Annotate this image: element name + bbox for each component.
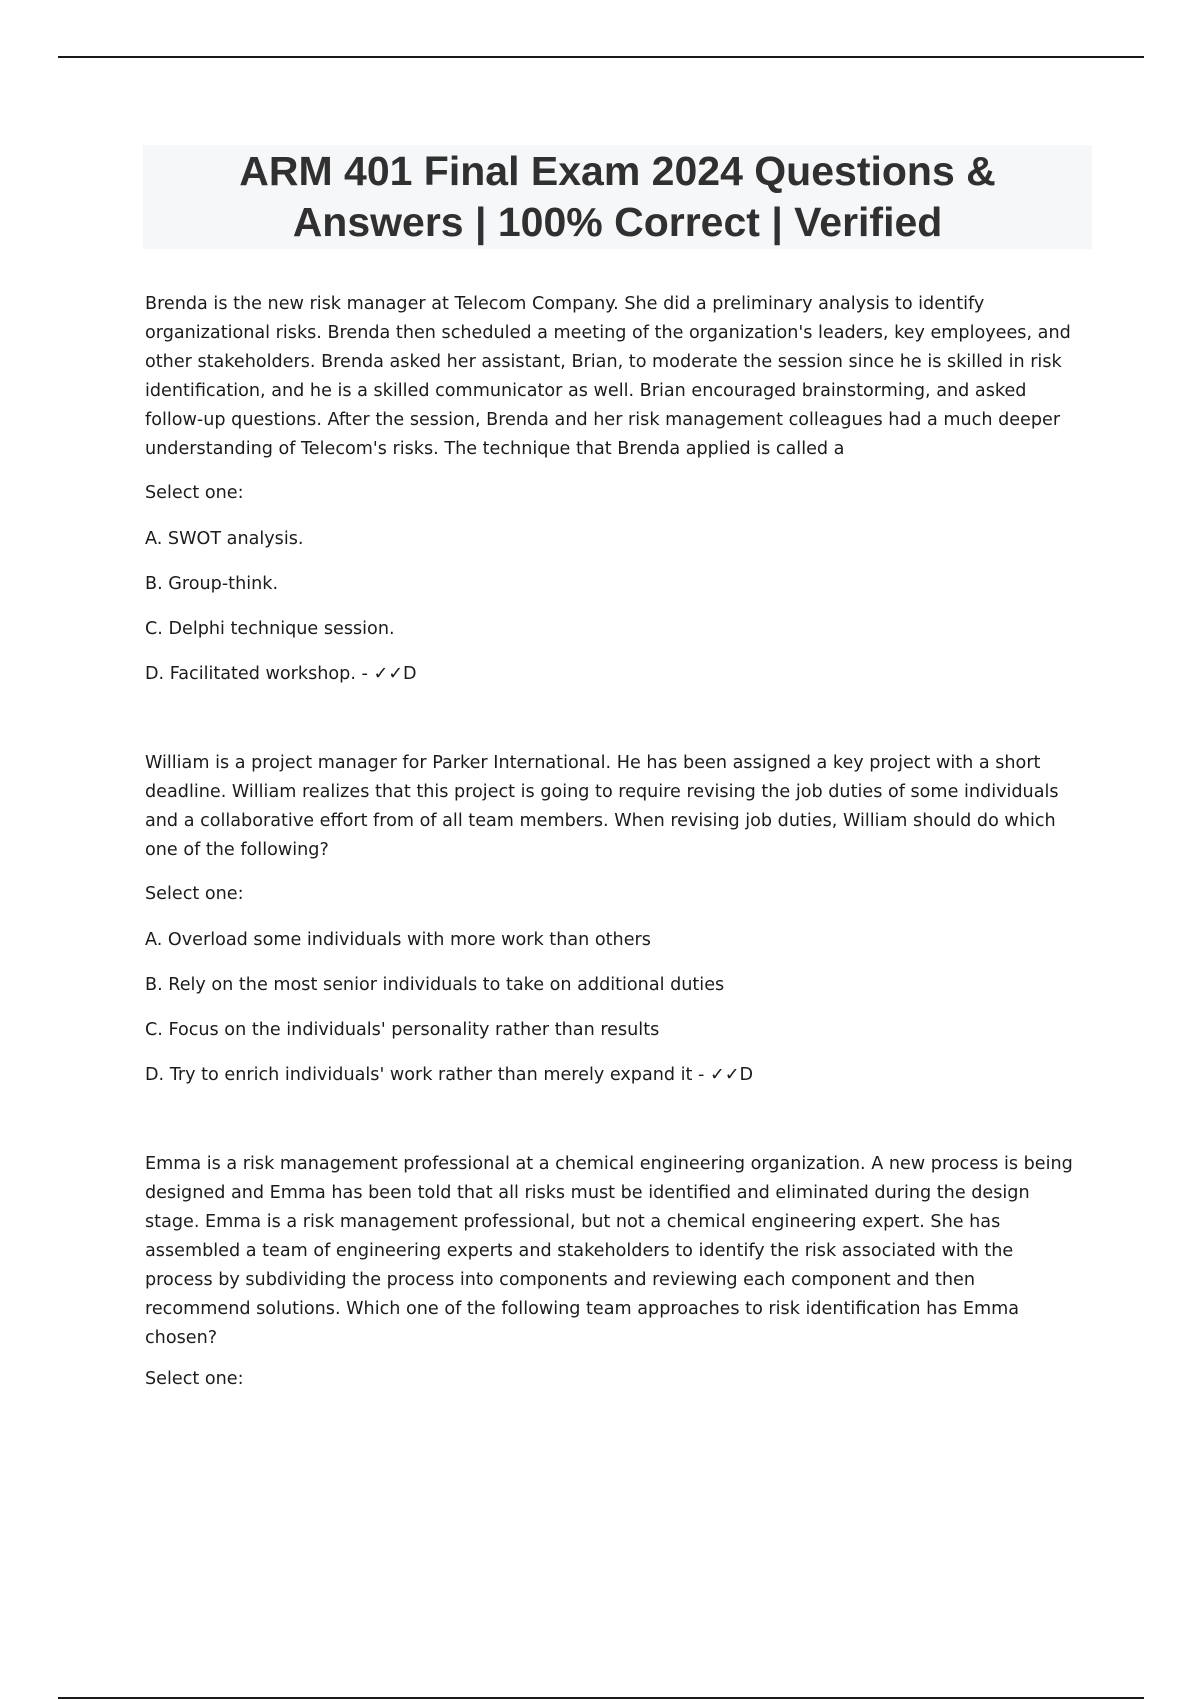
question-1-option-c: C. Delphi technique session. bbox=[145, 619, 395, 639]
question-3 bbox=[145, 1150, 1085, 1394]
title-banner bbox=[143, 145, 1092, 249]
question-2-select-label: Select one: bbox=[145, 884, 244, 904]
question-1-select-label: Select one: bbox=[145, 483, 244, 503]
question-2-stem: William is a project manager for Parker International. He has been assigned a key project with a short deadline. William realizes that this project is going to require revising the job duties of some individuals and a collaborative effort from of all team members. When revising job duties, William should do which one of the following? bbox=[145, 753, 1059, 860]
question-1-option-a: A. SWOT analysis. bbox=[145, 529, 304, 549]
question-1-stem: Brenda is the new risk manager at Telecom Company. She did a preliminary analysis to identify organizational risks. Brenda then scheduled a meeting of the organization's leaders, key employees, and other stakeholders. Brenda asked her assistant, Brian, to moderate the session since he is skilled in risk identification, and he is a skilled communicator as well. Brian encouraged brainstorming, and asked follow-up questions. After the session, Brenda and her risk management colleagues had a much deeper understanding of Telecom's risks. The technique that Brenda applied is called a bbox=[145, 294, 1071, 459]
title-line-1: ARM 401 Final Exam 2024 Questions & bbox=[239, 148, 996, 194]
document-title bbox=[143, 145, 1092, 248]
bottom-rule bbox=[58, 1697, 1144, 1699]
spacer bbox=[145, 1090, 1085, 1150]
question-3-stem: Emma is a risk management professional at a chemical engineering organization. A new process is being designed and Emma has been told that all risks must be identified and eliminated during the design stage. Emma is a risk management professional, but not a chemical engineering expert. She has assembled a team of engineering experts and stakeholders to identify the risk associated with the process by subdividing the process into components and reviewing each component and then recommend solutions. Which one of the following team approaches to risk identification has Emma chosen? bbox=[145, 1154, 1073, 1348]
question-2-option-a: A. Overload some individuals with more work than others bbox=[145, 930, 651, 950]
question-1 bbox=[145, 290, 1085, 689]
question-2-option-b: B. Rely on the most senior individuals to take on additional duties bbox=[145, 975, 725, 995]
question-1-option-d: D. Facilitated workshop. - ✓✓D bbox=[145, 664, 417, 684]
question-2-option-d: D. Try to enrich individuals' work rather than merely expand it - ✓✓D bbox=[145, 1065, 753, 1085]
question-2-option-c: C. Focus on the individuals' personality rather than results bbox=[145, 1020, 660, 1040]
question-1-option-b: B. Group-think. bbox=[145, 574, 279, 594]
top-rule bbox=[58, 56, 1144, 58]
spacer bbox=[145, 689, 1085, 749]
question-2 bbox=[145, 749, 1085, 1090]
document-body bbox=[145, 290, 1085, 1411]
title-line-2: Answers | 100% Correct | Verified bbox=[292, 199, 943, 245]
question-3-select-label: Select one: bbox=[145, 1369, 244, 1389]
